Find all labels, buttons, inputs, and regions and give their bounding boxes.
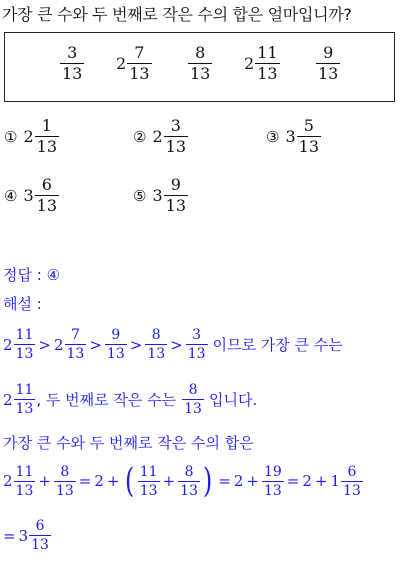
solution-line-3: 가장 큰 수와 두 번째로 작은 수의 합은: [3, 434, 254, 452]
solution-line-1: 2 11 13 > 2 7 13 > 9 13 > 8 13 > 3 13 이므로 가장 큰 수는: [3, 327, 343, 362]
solution-line-5: = 3 6 13: [3, 518, 49, 553]
solution-line-2: 2 11 13 , 두 번째로 작은 수는 8 13 입니다.: [3, 382, 258, 417]
option-2[interactable]: ② 2 3 13: [133, 116, 186, 156]
explanation-label: 해설 :: [3, 295, 42, 313]
option-5[interactable]: ⑤ 3 9 13: [133, 175, 186, 215]
question-text: 가장 큰 수와 두 번째로 작은 수의 합은 얼마입니까?: [2, 5, 352, 24]
option-1[interactable]: ① 2 1 13: [4, 116, 57, 156]
solution-line-4: 2 11 13 + $\frac{8}{13}$ = 2 + ( 11 13 + $\frac{8}{13}$ ) = 2 + $\frac{19}{13}$ = 2 + 1 6 13: [3, 461, 361, 501]
box-fraction-5: $\frac{9}{13}$: [318, 43, 339, 83]
answer-label: 정답 : ④: [3, 266, 61, 284]
box-fraction-4: 2 $\frac{11}{13}$: [244, 43, 278, 83]
option-4[interactable]: ④ 3 6 13: [4, 175, 57, 215]
box-fraction-1: $\frac{3}{13}$: [62, 43, 83, 83]
box-fraction-2: 2 $\frac{7}{13}$: [116, 43, 150, 83]
option-3[interactable]: ③ 3 5 13: [266, 116, 319, 156]
box-fraction-3: $\frac{8}{13}$: [190, 43, 211, 83]
